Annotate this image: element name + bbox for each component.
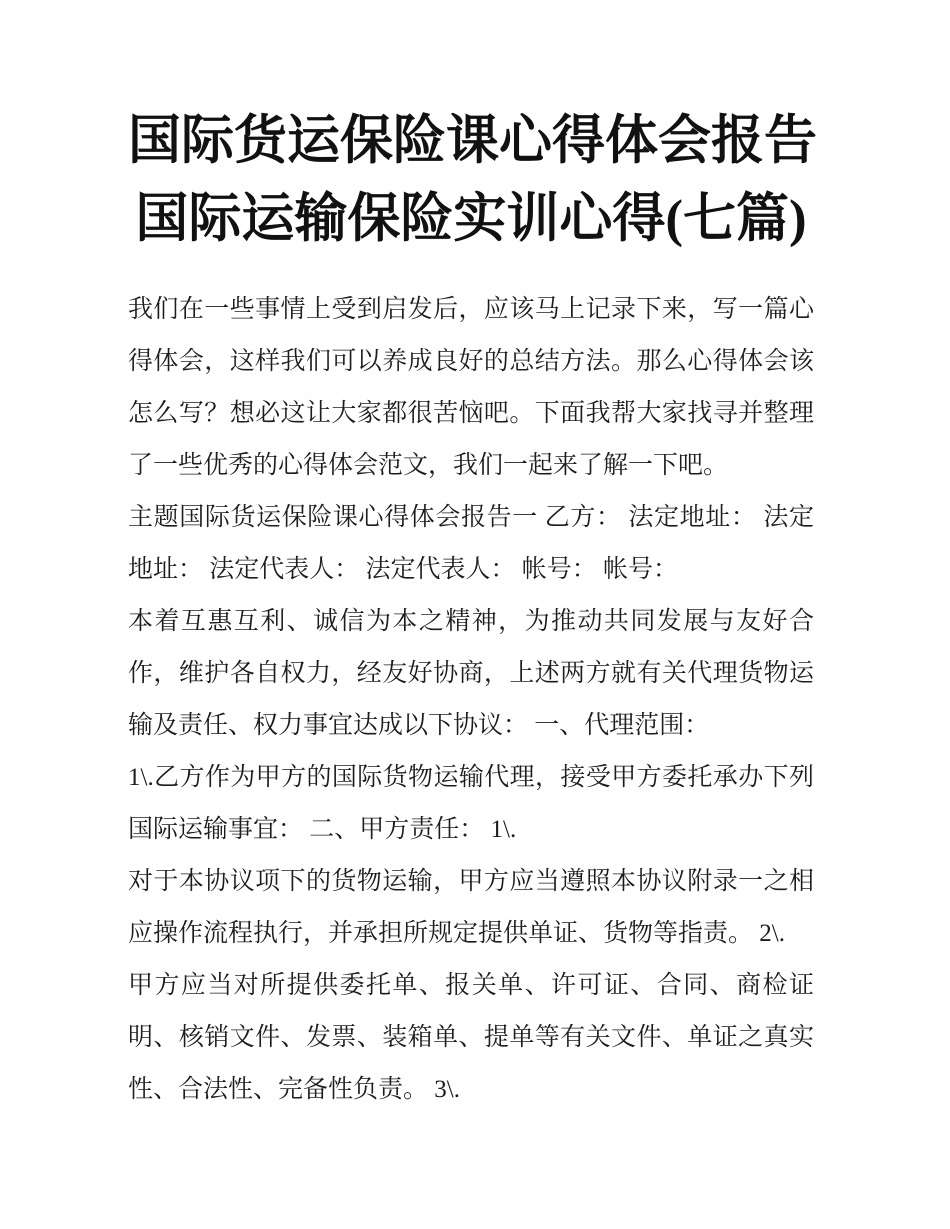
page-title	[128, 102, 817, 258]
paragraph: 对于本协议项下的货物运输，甲方应当遵照本协议附录一之相应操作流程执行，并承担所规定提供单证、货物等指责。 2\.	[128, 868, 814, 947]
paragraph: 主题国际货运保险课心得体会报告一 乙方： 法定地址： 法定地址： 法定代表人： 法定代表人： 帐号： 帐号：	[128, 504, 814, 583]
paragraph: 我们在一些事情上受到启发后，应该马上记录下来，写一篇心得体会，这样我们可以养成良好的总结方法。那么心得体会该怎么写？想必这让大家都很苦恼吧。下面我帮大家找寻并整理了一些优秀的心得体会范文，我们一起来了解一下吧。	[128, 296, 814, 479]
paragraph: 本着互惠互利、诚信为本之精神，为推动共同发展与友好合作，维护各自权力，经友好协商，上述两方就有关代理货物运输及责任、权力事宜达成以下协议： 一、代理范围：	[128, 608, 814, 739]
title-line-2: 国际运输保险实训心得(七篇)	[135, 190, 807, 248]
title-line-1: 国际货运保险课心得体会报告	[128, 112, 817, 170]
document-body	[128, 284, 814, 1116]
paragraph: 1\.乙方作为甲方的国际货物运输代理，接受甲方委托承办下列国际运输事宜： 二、甲方责任： 1\.	[128, 764, 814, 843]
paragraph: 甲方应当对所提供委托单、报关单、许可证、合同、商检证明、核销文件、发票、装箱单、提单等有关文件、单证之真实性、合法性、完备性负责。 3\.	[128, 972, 814, 1103]
document-content	[128, 102, 817, 1116]
